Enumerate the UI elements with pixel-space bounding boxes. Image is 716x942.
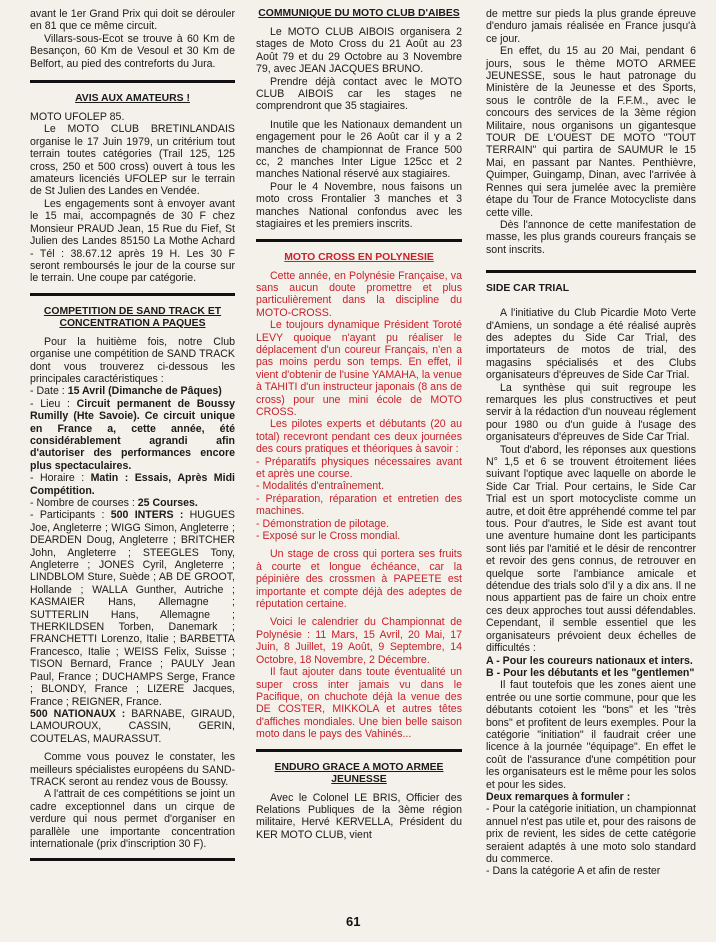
enduro-continued: de mettre sur pieds la plus grande épreuve d'enduro jamais réalisée en France jusqu'à ce jour. bbox=[486, 8, 696, 45]
sandtrack-outro: Comme vous pouvez le constater, les meilleurs spécialistes européens du SAND-TRACK seront au rendez vous de Boussy. bbox=[30, 751, 235, 788]
sandtrack-courses: - Nombre de courses : 25 Courses. bbox=[30, 497, 198, 509]
section-title-sidecar: SIDE CAR TRIAL bbox=[486, 283, 570, 295]
polynesie-paragraph: Le toujours dynamique Président Toroté LEVY quoique n'ayant pu réaliser le déplacement d'un coureur Français, n'en a pas moins perdu son temps. En effet, il vient d'obtenir de l'usine YAMAHA, la venue à TAHITI d'un instructeur japonais (8 ans de cross) pour une mini école de MOTO CROSS. bbox=[256, 319, 462, 418]
sandtrack-lieu: - Lieu : Circuit permanent de Boussy Rumilly (Hte Savoie). Ce circuit unique en France a, cette année, été considérablement agrandi afin d'autoriser des performances encore plus spectaculaires. bbox=[30, 397, 236, 472]
section-title-polynesie: MOTO CROSS EN POLYNESIE bbox=[284, 251, 434, 263]
section-divider bbox=[30, 293, 235, 296]
column-left bbox=[30, 8, 235, 871]
polynesie-paragraph: Un stage de cross qui portera ses fruits à courte et longue échéance, car la pépinière des crossmen à PAPEETE est importante et compte déjà des adeptes de réputation certaine. bbox=[256, 548, 462, 611]
sidecar-point-b: B - Pour les débutants et les "gentlemen" bbox=[486, 666, 695, 679]
sidecar-paragraph: Tout d'abord, les réponses aux questions N° 1,5 et 6 se trouvent étroitement liées suivant l'optique avec laquelle on aborde le Side Car Trial. Pour certains, le Side Car Trial est un sport motocycliste comme un autre, et doit être appréhendé comme tel par tous. Pour d'autres, le Side est avant tout une aventure humaine dont les participants sont liés par l'amitié et le désir de rencontrer et revoir des gens connus, de retrouver en quelque sorte l'ambiance amicale et détendue des trials solo d'il y a dix ans. Il ne nous appartient pas de faire un choix entre ces deux approches tout aussi défendables. Cependant, il semble essentiel que les organisateurs prévoient deux échelles de difficultés : bbox=[486, 443, 696, 655]
section-title-sandtrack: COMPETITION DE SAND TRACK ET CONCENTRATION A PAQUES bbox=[43, 305, 222, 329]
page-number: 61 bbox=[346, 914, 361, 929]
sidecar-paragraph: La synthèse qui suit regroupe les remarques les plus constructives et peut servir à la rédaction d'un nouveau réglement pour 1980 ou d'un guide à l'usage des organisateurs d'épreuves de Side Car Trial. bbox=[486, 381, 696, 444]
sandtrack-horaire: - Horaire : Matin : Essais, Après Midi Compétition. bbox=[30, 472, 235, 497]
polynesie-paragraph: Voici le calendrier du Championnat de Polynésie : 11 Mars, 15 Avril, 20 Mai, 17 Juin, 8 Juillet, 19 Août, 9 Septembre, 14 Octobre, 18 Novembre, 2 Décembre. bbox=[256, 616, 462, 666]
intro-paragraph: avant le 1er Grand Prix qui doit se dérouler en 81 que ce même circuit. bbox=[30, 8, 235, 33]
polynesie-list-item: - Démonstration de pilotage. bbox=[256, 517, 390, 530]
amateurs-paragraph: Les engagements sont à envoyer avant le 15 mai, accompagnés de 30 F chez Monsieur PRAUD Jean, 15 Rue du Fief, St Julien des Landes 85150 La Mothe Achard - Tél : 38.67.12 après 19 H. Les 30 F seront remboursés le jour de la course sur le terrain. Une coupe par catégorie. bbox=[30, 197, 235, 285]
sandtrack-date: - Date : 15 Avril (Dimanche de Pâques) bbox=[30, 385, 222, 398]
section-divider bbox=[30, 80, 235, 83]
amateurs-paragraph: MOTO UFOLEP 85. bbox=[30, 111, 125, 124]
polynesie-list-item: - Préparatifs physiques nécessaires avant et après une course. bbox=[256, 455, 462, 480]
polynesie-list-item: - Préparation, réparation et entretien des machines. bbox=[256, 492, 462, 518]
polynesie-list-item: - Exposé sur le Cross mondial. bbox=[256, 530, 401, 543]
enduro-paragraph: Avec le Colonel LE BRIS, Officier des Relations Publiques de la 3ème région militaire, Hervé KERVELLA, Président du KER MOTO CLUB, vient bbox=[256, 791, 462, 841]
amateurs-paragraph: Le MOTO CLUB BRETINLANDAIS organise le 17 Juin 1979, un critérium tout terrain toutes catégories (Trail 125, 125 cross, 250 et 500 cross) ouvert à tous les amateurs licenciés UFOLEP sur le terrain de St Julien des Landes en Vendée. bbox=[30, 123, 235, 198]
section-divider bbox=[256, 749, 462, 752]
sidecar-remark: - Dans la catégorie A et afin de rester bbox=[486, 865, 661, 878]
aibes-paragraph: Prendre déjà contact avec le MOTO CLUB AIBOIS car les stages ne comprendront que 35 stagiaires. bbox=[256, 75, 462, 113]
enduro-continued: En effet, du 15 au 20 Mai, pendant 6 jours, sous le thème MOTO ARMEE JEUNESSE, sous le haut patronage du Ministère de la Jeunesse et des Sports, sous le contrôle de la F.F.M., avec le concours des services de la 3ème région Militaire, nous organisons un gigantesque TOUR DE L'OUEST DE MOTO "TOUT TERRAIN" qui partira de SAUMUR le 15 Mai, en passant par Nantes. Penthièvre, Quimper, Guingamp, Dinan, avec l'arrivée à Rennes qui sera jumelée avec la première étape du Tour de France Motocycliste dans cette ville. bbox=[486, 45, 696, 219]
polynesie-list-item: - Modalités d'entraînement. bbox=[256, 480, 385, 493]
sidecar-paragraph: A l'initiative du Club Picardie Moto Verte d'Amiens, un sondage a été réalisé auprès des adeptes du Side Car Trial, des importateurs de motos de trial, des magasins spécialisés et des Clubs organisateurs d'épreuves de Side Car Trial. bbox=[486, 307, 696, 382]
sandtrack-participants: - Participants : 500 INTERS : HUGUES Joe, Angleterre ; WIGG Simon, Angleterre ; DEARDEN Doug, Angleterre ; BRITCHER John, Angleterre ; STEEGLES Tony, Angleterre ; JONES Cyril, Angleterre ; LINDBLOM Sture, Suède ; AB DE GROOT, Hollande ; WALLA Gunther, Autriche ; KASMAIER Hans, Allemagne ; SUTTERLIN Hans, Allemagne ; THERKILDSEN Torben, Danemark ; FRANCHETTI Lorenzo, Italie ; BARBETTA Francesco, Italie ; WEISS Felix, Suisse ; TISON Bernard, France ; PAULY Jean Paul, France ; DUCHAMPS Serge, France ; BLONDY, France ; LIZERE Jacques, France ; REIGNER, France. bbox=[30, 509, 235, 708]
sidecar-paragraph: Il faut toutefois que les zones aient une entrée ou une sortie commune, pour que les débutants cotoient les "bons" et les "très bons" et profitent de leurs exemples. Pour la catégorie "initiation" il faudrait créer une licence à la journée "équipage". En effet le coût de l'assurance d'une compétition pour les organisateurs est le même pour les solos et pour les sides. bbox=[486, 679, 696, 791]
polynesie-section bbox=[256, 252, 462, 741]
column-middle bbox=[256, 8, 462, 841]
polynesie-paragraph: Les pilotes experts et débutants (20 au total) recevront pendant ces deux journées des cours pratiques et théoriques à savoir : bbox=[256, 418, 462, 456]
section-divider bbox=[30, 858, 235, 861]
aibes-paragraph: Le MOTO CLUB AIBOIS organisera 2 stages de Moto Cross du 21 Août au 23 Août 79 et du 29 Octobre au 3 Novembre 79, avec JEAN JACQUES BRUNO. bbox=[256, 26, 462, 76]
sidecar-remarks-title: Deux remarques à formuler : bbox=[486, 790, 631, 803]
column-right bbox=[486, 8, 696, 878]
sidecar-point-a: A - Pour les coureurs nationaux et inters. bbox=[486, 654, 693, 667]
section-divider bbox=[486, 270, 696, 273]
sandtrack-intro: Pour la huitième fois, notre Club organise une compétition de SAND TRACK dont vous trouverez ci-dessous les principales caractéristiques : bbox=[30, 335, 235, 385]
intro-paragraph: Villars-sous-Ecot se trouve à 60 Km de Besançon, 60 Km de Vesoul et 30 Km de Belfort, au pied des contreforts du Jura. bbox=[30, 32, 235, 70]
section-title-amateurs: AVIS AUX AMATEURS ! bbox=[75, 93, 190, 105]
aibes-paragraph: Pour le 4 Novembre, nous faisons un moto cross Frontalier 3 manches et 3 manches National confondus avec les stagiaires et les premiers inscrits. bbox=[256, 180, 462, 231]
sidecar-remark: - Pour la catégorie initiation, un championnat annuel n'est pas utile et, pour des raisons de prix de revient, les sides de cette catégorie seraient adaptés à une moto solo standard du commerce. bbox=[486, 803, 696, 865]
enduro-continued: Dès l'annonce de cette manifestation de masse, les plus grands coureurs français se sont inscrits. bbox=[486, 218, 696, 256]
polynesie-paragraph: Il faut ajouter dans toute éventualité un super cross inter jamais vu dans le Pacifique, on chuchote déjà la venue des DE COSTER, MIKKOLA et autres têtes d'affiches mondiales. Une bien belle saison moto dans le pays des Vahinés... bbox=[256, 666, 462, 741]
aibes-paragraph: Inutile que les Nationaux demandent un engagement pour le 26 Août car il y a 2 manches de championnat de France 500 cc, 2 manches Inter Ligue 125cc et 2 manches National réservé aux stagiaires. bbox=[256, 118, 462, 181]
sandtrack-outro: A l'attrait de ces compétitions se joint un cadre exceptionnel dans un cirque de verdure qui nous permet d'organiser en parallèle une importante concentration internationale (prix d'inscription 30 F). bbox=[30, 788, 235, 850]
section-title-enduro: ENDURO GRACE A MOTO ARMEE JEUNESSE bbox=[274, 761, 444, 785]
sandtrack-nationaux: 500 NATIONAUX : BARNABE, GIRAUD, LAMOUROUX, CASSIN, GERIN, COUTELAS, MAURASSUT. bbox=[30, 707, 235, 745]
section-divider bbox=[256, 239, 462, 242]
section-title-aibes: COMMUNIQUE DU MOTO CLUB D'AIBES bbox=[258, 8, 460, 19]
polynesie-paragraph: Cette année, en Polynésie Française, va sans aucun doute promettre et plus particulièrement dans la discipline du MOTO-CROSS. bbox=[256, 269, 462, 319]
